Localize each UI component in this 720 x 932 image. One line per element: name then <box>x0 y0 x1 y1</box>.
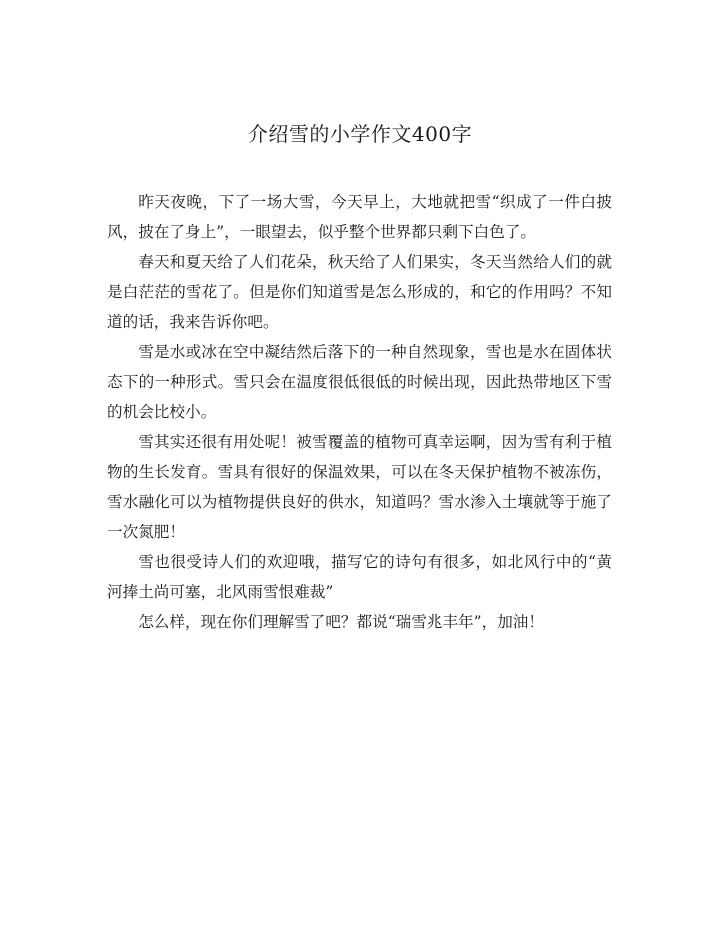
paragraph-6: 怎么样，现在你们理解雪了吧？都说“瑞雪兆丰年”，加油！ <box>138 613 544 631</box>
document-body <box>107 187 612 637</box>
document-title: 介绍雪的小学作文400字 <box>247 122 473 146</box>
paragraph-1: 昨天夜晚，下了一场大雪，今天早上，大地就把雪“织成了一件白披风，披在了身上”，一眼望去，似乎整个世界都只剩下白色了。 <box>107 193 612 241</box>
paragraph-3: 雪是水或冰在空中凝结然后落下的一种自然现象，雪也是水在固体状态下的一种形式。雪只会在温度很低很低的时候出现，因此热带地区下雪的机会比校小。 <box>107 343 612 421</box>
paragraph-5: 雪也很受诗人们的欢迎哦，描写它的诗句有很多，如北风行中的“黄河捧土尚可塞，北风雨雪恨难裁” <box>107 553 612 601</box>
paragraph-2: 春天和夏天给了人们花朵，秋天给了人们果实，冬天当然给人们的就是白茫茫的雪花了。但是你们知道雪是怎么形成的，和它的作用吗？不知道的话，我来告诉你吧。 <box>107 253 612 331</box>
paragraph-4: 雪其实还很有用处呢！被雪覆盖的植物可真幸运啊，因为雪有利于植物的生长发育。雪具有很好的保温效果，可以在冬天保护植物不被冻伤，雪水融化可以为植物提供良好的供水，知道吗？雪水渗入土壤就等于施了一次氮肥！ <box>107 433 612 541</box>
